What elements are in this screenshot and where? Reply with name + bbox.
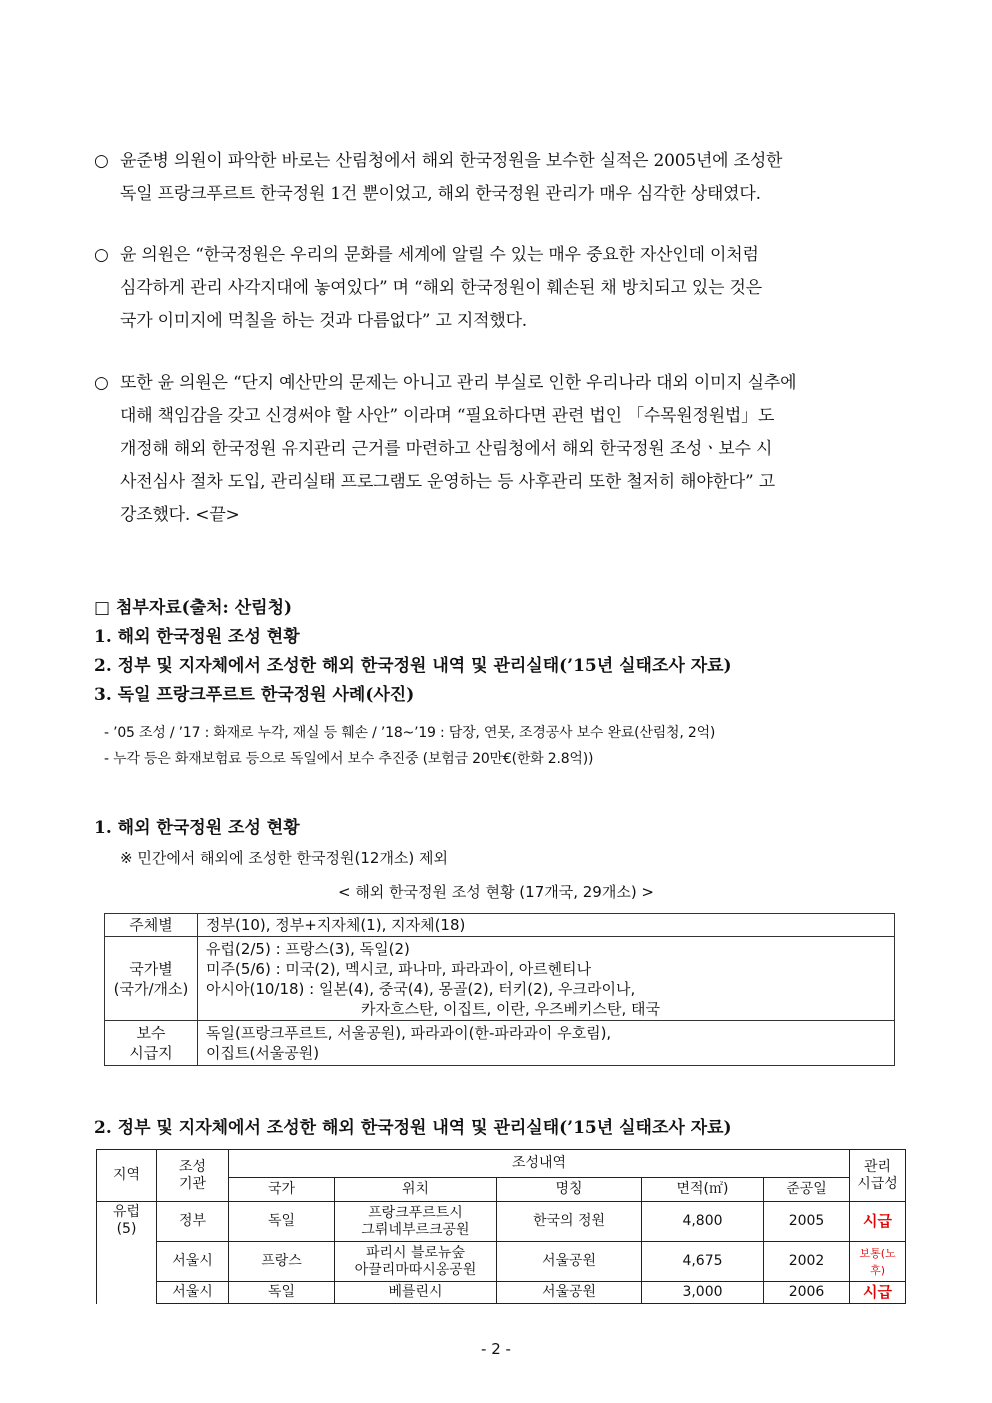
country-cell: 독일 [229, 1202, 335, 1242]
row-content: 정부(10), 정부+지자체(1), 지자체(18) [198, 914, 895, 937]
row-header: 주체별 [105, 914, 198, 937]
country-cell: 독일 [229, 1282, 335, 1304]
table-row [97, 1242, 906, 1282]
agency-cell: 정부 [157, 1202, 229, 1242]
table-row [105, 937, 895, 1021]
col-header-name: 명칭 [497, 1178, 642, 1202]
garden-management-table [96, 1149, 906, 1304]
col-header-country: 국가 [229, 1178, 335, 1202]
section-2-heading: 2. 정부 및 지자체에서 조성한 해외 한국정원 내역 및 관리실태(’15년 실태조사 자료) [94, 1118, 732, 1138]
table-header-row [97, 1150, 906, 1178]
paragraph-line: 강조했다. <끝> [120, 505, 240, 525]
paragraph-line: 사전심사 절차 도입, 관리실태 프로그램도 운영하는 등 사후관리 또한 철저히 해야한다” 고 [120, 472, 775, 492]
paragraph-2 [94, 239, 904, 338]
table-row [97, 1282, 906, 1304]
col-header-details: 조성내역 [229, 1150, 850, 1178]
section-1-heading: 1. 해외 한국정원 조성 현황 [94, 818, 300, 838]
circle-bullet-icon: ○ [94, 151, 109, 171]
urgency-cell: 시급 [850, 1202, 906, 1242]
paragraph-line: ○ 윤준병 의원이 파악한 바로는 산림청에서 해외 한국정원을 보수한 실적은 2005년에 조성한 [94, 145, 904, 178]
row-header: 보수 시급지 [105, 1021, 198, 1066]
row-content: 독일(프랑크푸르트, 서울공원), 파라과이(한-파라과이 우호림), 이집트(서울공원) [198, 1021, 895, 1066]
overseas-gardens-summary-table [104, 913, 895, 1066]
attachment-item: 1. 해외 한국정원 조성 현황 [94, 627, 300, 647]
name-cell: 서울공원 [497, 1282, 642, 1304]
col-header-location: 위치 [335, 1178, 497, 1202]
attachment-notes [104, 720, 715, 772]
attachment-note: - ’05 조성 / ’17 : 화재로 누각, 재실 등 훼손 / ’18~’19 : 담장, 연못, 조경공사 보수 완료(산림청, 2억) [104, 725, 716, 741]
paragraph-line: 개정해 해외 한국정원 유지관리 근거를 마련하고 산림청에서 해외 한국정원 조성ㆍ보수 시 [120, 439, 773, 459]
paragraph-line: ○ 또한 윤 의원은 “단지 예산만의 문제는 아니고 관리 부실로 인한 우리나라 대외 이미지 실추에 [94, 367, 904, 400]
table-row [97, 1202, 906, 1242]
completed-cell: 2002 [764, 1242, 850, 1282]
agency-cell: 서울시 [157, 1282, 229, 1304]
attachment-note: - 누각 등은 화재보험료 등으로 독일에서 보수 추진중 (보험금 20만€(한화 2.8억)) [104, 751, 594, 767]
agency-cell: 서울시 [157, 1242, 229, 1282]
table-row [105, 914, 895, 937]
urgency-cell: 시급 [850, 1282, 906, 1304]
area-cell: 4,675 [642, 1242, 764, 1282]
section-1-note: ※ 민간에서 해외에 조성한 한국정원(12개소) 제외 [120, 849, 449, 867]
col-header-urgency: 관리 시급성 [850, 1150, 906, 1202]
col-header-region: 지역 [97, 1150, 157, 1202]
circle-bullet-icon: ○ [94, 373, 109, 393]
name-cell: 서울공원 [497, 1242, 642, 1282]
attachment-item: 3. 독일 프랑크푸르트 한국정원 사례(사진) [94, 685, 415, 705]
location-cell: 프랑크푸르트시 그뤼네부르크공원 [335, 1202, 497, 1242]
urgency-cell: 보통(노후) [850, 1242, 906, 1282]
area-cell: 3,000 [642, 1282, 764, 1304]
row-header: 국가별 (국가/개소) [105, 937, 198, 1021]
completed-cell: 2005 [764, 1202, 850, 1242]
paragraph-line: 심각하게 관리 사각지대에 놓여있다” 며 “해외 한국정원이 훼손된 채 방치되고 있는 것은 [120, 278, 762, 298]
circle-bullet-icon: ○ [94, 245, 109, 265]
completed-cell: 2006 [764, 1282, 850, 1304]
paragraph-line: 독일 프랑크푸르트 한국정원 1건 뿐이었고, 해외 한국정원 관리가 매우 심각한 상태였다. [120, 184, 761, 204]
attachment-item: 2. 정부 및 지자체에서 조성한 해외 한국정원 내역 및 관리실태(’15년 실태조사 자료) [94, 656, 732, 676]
row-content: 유럽(2/5) : 프랑스(3), 독일(2) 미주(5/6) : 미국(2), 멕시코, 파나마, 파라과이, 아르헨티나 아시아(10/18) : 일본(4), 중국(4), 몽골(2), 터키(2), 우크라이나, 카자흐스탄, 이집트, 이란, 우즈베키스탄, 태국 [198, 937, 895, 1021]
paragraph-line: 국가 이미지에 먹칠을 하는 것과 다름없다” 고 지적했다. [120, 311, 528, 331]
table-1-caption: < 해외 한국정원 조성 현황 (17개국, 29개소) > [337, 883, 655, 901]
attachments-list [94, 594, 732, 710]
col-header-completed: 준공일 [764, 1178, 850, 1202]
attachments-title: □ 첨부자료(출처: 산림청) [94, 598, 293, 618]
paragraph-1 [94, 145, 904, 211]
region-cell: 유럽 (5) [97, 1202, 157, 1304]
col-header-agency: 조성 기관 [157, 1150, 229, 1202]
paragraph-3 [94, 367, 904, 532]
page-number: - 2 - [481, 1340, 511, 1358]
col-header-area: 면적(㎡) [642, 1178, 764, 1202]
paragraph-line: 대해 책임감을 갖고 신경써야 할 사안” 이라며 “필요하다면 관련 법인 「수목원정원법」도 [120, 406, 775, 426]
area-cell: 4,800 [642, 1202, 764, 1242]
name-cell: 한국의 정원 [497, 1202, 642, 1242]
paragraph-line: ○ 윤 의원은 “한국정원은 우리의 문화를 세계에 알릴 수 있는 매우 중요한 자산인데 이처럼 [94, 239, 904, 272]
location-cell: 베를린시 [335, 1282, 497, 1304]
country-cell: 프랑스 [229, 1242, 335, 1282]
location-cell: 파리시 블로뉴숲 아끌리마따시옹공원 [335, 1242, 497, 1282]
table-row [105, 1021, 895, 1066]
